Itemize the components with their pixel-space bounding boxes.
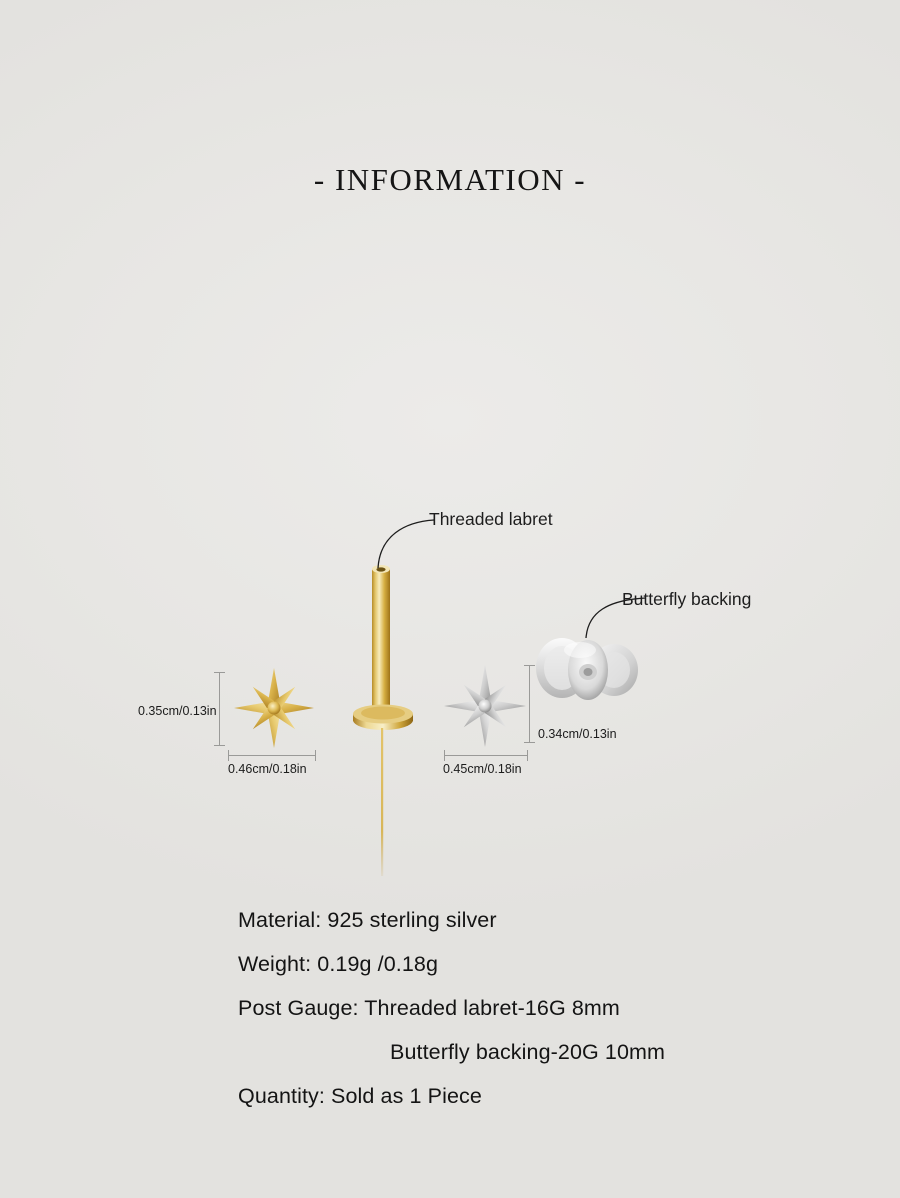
gold-star-width-guide — [228, 755, 316, 756]
butterfly-backing-height-label: 0.34cm/0.13in — [538, 727, 617, 741]
spec-weight: Weight: 0.19g /0.18g — [238, 952, 439, 976]
spec-post-gauge: Post Gauge: Threaded labret-16G 8mm — [238, 996, 620, 1020]
gold-star-height-tick-top — [214, 672, 225, 673]
gold-star-height-tick-bottom — [214, 745, 225, 746]
spec-quantity: Quantity: Sold as 1 Piece — [238, 1084, 482, 1108]
gold-star-width-label: 0.46cm/0.18in — [228, 762, 307, 776]
butterfly-backing-height-guide — [529, 665, 530, 743]
gold-star-width-tick-right — [315, 750, 316, 761]
product-specs — [238, 898, 878, 1118]
threaded-labret-image — [340, 558, 436, 878]
gold-star-stud-image — [232, 666, 316, 750]
spec-material: Material: 925 sterling silver — [238, 908, 497, 932]
silver-star-width-tick-right — [527, 750, 528, 761]
gold-star-height-label: 0.35cm/0.13in — [138, 704, 217, 718]
butterfly-backing-height-tick-top — [524, 665, 535, 666]
silver-star-width-label: 0.45cm/0.18in — [443, 762, 522, 776]
silver-star-width-tick-left — [444, 750, 445, 761]
page-title: - INFORMATION - — [313, 162, 587, 197]
spec-post-gauge-second: Butterfly backing-20G 10mm — [390, 1040, 666, 1064]
butterfly-backing-callout-label: Butterfly backing — [622, 589, 752, 609]
gold-star-width-tick-left — [228, 750, 229, 761]
butterfly-backing-height-tick-bottom — [524, 742, 535, 743]
threaded-labret-callout-label: Threaded labret — [429, 509, 553, 529]
gold-star-height-guide — [219, 672, 220, 746]
silver-star-width-guide — [444, 755, 528, 756]
butterfly-backing-image — [532, 628, 644, 720]
silver-star-stud-image — [442, 663, 528, 749]
